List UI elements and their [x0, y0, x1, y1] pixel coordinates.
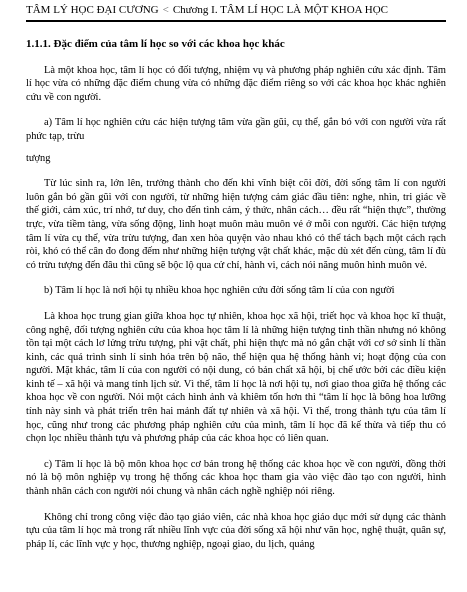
section-heading: 1.1.1. Đặc điểm của tâm lí học so với các khoa học khác — [26, 38, 285, 50]
point-a-heading: a) Tâm lí học nghiên cứu các hiện tượng tâm vừa gần gũi, cụ thể, gắn bó với con người vừa rất phức tạp, trừu — [26, 117, 446, 142]
book-title: TÂM LÝ HỌC ĐẠI CƯƠNG — [26, 4, 159, 16]
paragraph-a: Từ lúc sinh ra, lớn lên, trưởng thành cho đến khi vĩnh biệt cõi đời, đời sống tâm lí con người luôn gắn bó gần gũi với con người, từ những hiện tượng cảm giác đầu tiên: nghe, nhìn, tri giác về thế giới, cảm xúc, trí nhớ, tư duy, cho đến tình cảm, ý thức, nhân cách… đều rất “hiện thực”, thường trực, vừa tiềm tàng, vừa sống động, linh hoạt muôn màu muôn vẻ ở mỗi con người. Các hiện tượng tâm lí vừa cụ thể, vừa trừu tượng, đan xen hòa quyện vào nhau khó có thể tách bạch một cách rạch ròi, khó có thể cân đo đong đếm như những hiện tượng vật chất khác, mặc dù xét đến cùng, tâm lí đù có trừu tượng đến đâu thì cũng sẽ bộc lộ qua cử chỉ, hành vi, cách nói năng muôn hình muôn vẻ. — [26, 178, 446, 271]
point-b-heading: b) Tâm lí học là nơi hội tụ nhiều khoa học nghiên cứu đời sống tâm lí của con người — [44, 285, 395, 297]
point-a-continuation: tượng — [26, 152, 51, 164]
page-content — [26, 38, 446, 551]
chapter-title: Chương I. TÂM LÍ HỌC LÀ MỘT KHOA HỌC — [172, 4, 388, 16]
paragraph-c: Không chỉ trong công việc đào tạo giáo viên, các nhà khoa học giáo dục mới sử dụng các thành tựu của tâm lí học mà trong rất nhiều lĩnh vực của đời sống xã hội như văn học, nghệ thuật, quân sự, pháp lí, các lĩnh vực y học, thương nghiệp, ngoại giao, du lịch, quảng — [26, 511, 446, 550]
paragraph-b: Là khoa học trung gian giữa khoa học tự nhiên, khoa học xã hội, triết học và khoa học kĩ thuật, công nghệ, đối tượng nghiên cứu của khoa học tâm lí là những hiện tượng tinh thần nhưng nó không tồn tại một cách lơ lửng trừu tượng, phi vật chất, phi hiện thực mà nó gắn chặt với cơ sở sinh lí thần kinh, các quá trình sinh lí sinh hóa trên bộ não, thể hiện qua hệ thống hành vi; hoạt động của con người. Mặt khác, tâm lí của con người có nội dung, có bản chất xã hội, bị chế ước bởi các điều kiện kinh tế – xã hội và mang tính lịch sử. Vì thế, tâm lí học là nơi hội tụ, nơi giao thoa giữa hệ thống các khoa học về con người. Nói một cách hình ảnh và khiêm tốn hơn thì “tâm lí học là bông hoa lưỡng tính này sinh và phát triển trên hai mảnh đất tự nhiên và xã hội. Vì thế, trong thành tựu của tâm lí học, cũng như trong các phương pháp nghiên cứu của mình, tâm lí học đã kế thừa và tiếp thu có chọn lọc nhiều thành tựu và phương pháp của các khoa học có liên quan. — [26, 310, 446, 445]
header-separator: < — [162, 4, 169, 16]
header-rule — [26, 20, 446, 22]
point-c-heading: c) Tâm lí học là bộ môn khoa học cơ bản trong hệ thống các khoa học về con người, đồng thời nó là bộ môn nghiệp vụ trong hệ thống các khoa học tham gia vào việc đào tạo con người, hình thành nhân cách con người nói chung và nhân cách nghề nghiệp nói riêng. — [26, 458, 446, 498]
intro-paragraph: Là một khoa học, tâm lí học có đối tượng, nhiệm vụ và phương pháp nghiên cứu xác định. Tâm lí học vừa có những đặc điểm chung vừa có những đặc điểm riêng so với các khoa học khác nghiên cứu về con người. — [26, 64, 446, 103]
